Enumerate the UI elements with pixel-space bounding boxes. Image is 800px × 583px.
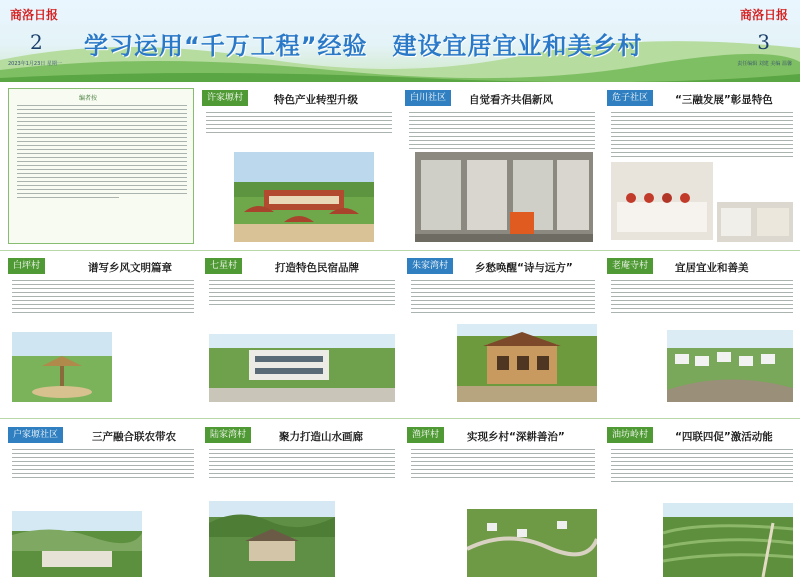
article-youfangling xyxy=(607,427,797,579)
village-tag: 白坪村 xyxy=(8,258,45,274)
article-hujiayuan xyxy=(8,427,198,579)
village-tag: 渔坪村 xyxy=(407,427,444,443)
village-tag: 白川社区 xyxy=(405,90,451,106)
article-title: 宜居宜业和善美 xyxy=(675,262,749,274)
article-photo xyxy=(467,509,597,577)
article-lujiawan xyxy=(205,427,400,579)
article-text xyxy=(12,449,194,481)
article-text xyxy=(611,449,793,485)
article-weizi xyxy=(607,90,797,244)
masthead xyxy=(0,0,800,82)
article-zhujiawan xyxy=(407,258,600,404)
village-tag: 朱家湾村 xyxy=(407,258,453,274)
article-photo-secondary xyxy=(717,202,793,242)
village-tag: 七星村 xyxy=(205,258,242,274)
newspaper-brand-left: 商洛日报 xyxy=(10,8,59,22)
article-title: “三融发展”彰显特色 xyxy=(675,94,773,106)
article-baiping xyxy=(8,258,198,404)
article-text xyxy=(611,280,793,316)
article-text xyxy=(12,280,194,316)
article-title: 打造特色民宿品牌 xyxy=(275,262,359,274)
article-photo xyxy=(667,330,793,402)
dateline-right: 责任编辑 刘建 美编 温馨 xyxy=(737,61,792,67)
village-tag: 陆家湾村 xyxy=(205,427,251,443)
article-photo xyxy=(209,334,395,402)
article-photo xyxy=(12,332,112,402)
page-number-left: 2 xyxy=(30,30,43,54)
article-text xyxy=(611,112,793,160)
dateline-left: 2023年1月23日 星期一 xyxy=(8,61,62,67)
article-text xyxy=(411,280,595,316)
article-title: 特色产业转型升级 xyxy=(274,94,358,106)
article-laoansi xyxy=(607,258,797,404)
article-text xyxy=(209,280,395,308)
article-photo xyxy=(415,152,593,242)
article-yuping xyxy=(407,427,600,579)
article-title: 谱写乡风文明篇章 xyxy=(88,262,172,274)
editors-note-heading: 编者按 xyxy=(79,95,98,102)
village-tag: 老庵寺村 xyxy=(607,258,653,274)
editors-note-box xyxy=(8,88,194,244)
article-xujiayuan xyxy=(202,90,397,244)
article-photo xyxy=(209,501,335,577)
article-photo xyxy=(663,503,793,577)
article-qixing xyxy=(205,258,400,404)
village-tag: 油坊岭村 xyxy=(607,427,653,443)
editors-note-text xyxy=(17,105,187,201)
village-tag: 户家塬社区 xyxy=(8,427,63,443)
article-title: 三产融合联农带农 xyxy=(92,431,176,443)
article-title: “四联四促”激活动能 xyxy=(675,431,773,443)
article-photo xyxy=(611,162,713,240)
article-text xyxy=(206,112,392,136)
village-tag: 许家塬村 xyxy=(202,90,248,106)
page-number-right: 3 xyxy=(757,30,770,54)
article-title: 聚力打造山水画廊 xyxy=(279,431,363,443)
article-photo xyxy=(12,511,142,577)
article-title: 实现乡村“深耕善治” xyxy=(467,431,565,443)
article-text xyxy=(409,112,595,152)
page-title: 学习运用“千万工程”经验 建设宜居宜业和美乡村 xyxy=(84,32,643,60)
article-text xyxy=(411,449,595,481)
article-title: 乡愁唤醒“诗与远方” xyxy=(475,262,573,274)
newspaper-brand-right: 商洛日报 xyxy=(739,8,788,22)
article-baichuan xyxy=(405,90,600,244)
village-tag: 危子社区 xyxy=(607,90,653,106)
row-divider xyxy=(0,250,800,251)
article-text xyxy=(209,449,395,481)
article-title: 自觉看齐共倡新风 xyxy=(469,94,553,106)
row-divider xyxy=(0,418,800,419)
article-photo xyxy=(234,152,374,242)
article-photo xyxy=(457,324,597,402)
